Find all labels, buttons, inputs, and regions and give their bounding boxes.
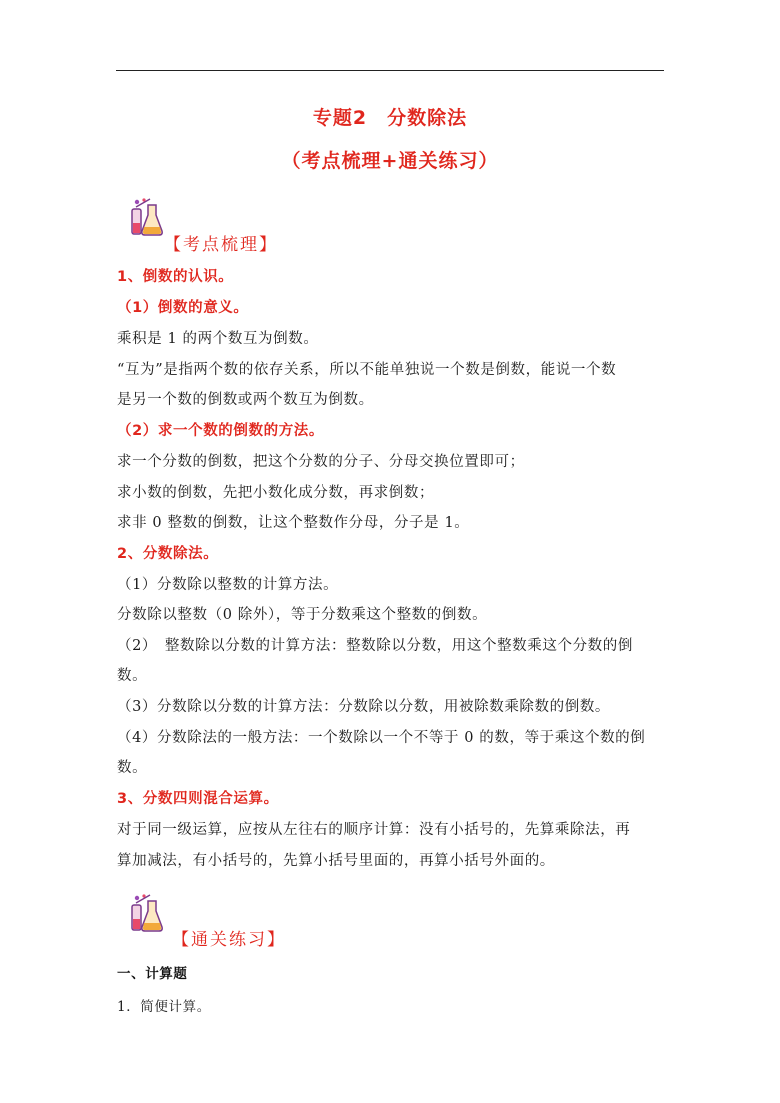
- section-label-key-points: 【考点梳理】: [164, 235, 278, 255]
- paragraph: 是另一个数的倒数或两个数互为倒数。: [117, 392, 374, 408]
- header-rule: [116, 70, 664, 71]
- paragraph: 分数除以整数（0 除外），等于分数乘这个整数的倒数。: [117, 607, 488, 623]
- page-subtitle: （考点梳理+通关练习）: [281, 150, 499, 172]
- heading-2: 2、分数除法。: [117, 546, 219, 562]
- section-label-practice: 【通关练习】: [172, 930, 286, 950]
- paragraph: 数。: [117, 668, 148, 684]
- paragraph: 求一个分数的倒数，把这个分数的分子、分母交换位置即可；: [117, 454, 525, 470]
- paragraph: 求非 0 整数的倒数，让这个整数作分母，分子是 1。: [117, 515, 470, 531]
- page-title: 专题2 分数除法: [312, 107, 468, 129]
- paragraph: （3）分数除以分数的计算方法：分数除以分数，用被除数乘除数的倒数。: [117, 699, 611, 715]
- heading-1: 1、倒数的认识。: [117, 269, 234, 285]
- lab-flask-icon: [130, 893, 164, 933]
- paragraph: 求小数的倒数，先把小数化成分数，再求倒数；: [117, 485, 435, 501]
- paragraph: 数。: [117, 760, 148, 776]
- question-heading: 一、计算题: [117, 966, 188, 982]
- paragraph: （2） 整数除以分数的计算方法：整数除以分数，用这个整数乘这个分数的倒: [117, 638, 633, 654]
- paragraph: 算加减法，有小括号的，先算小括号里面的，再算小括号外面的。: [117, 853, 555, 869]
- question-item: 1．简便计算。: [117, 999, 211, 1015]
- heading-3: 3、分数四则混合运算。: [117, 791, 279, 807]
- paragraph: （4）分数除法的一般方法：一个数除以一个不等于 0 的数，等于乘这个数的倒: [117, 730, 646, 746]
- heading-1-2: （2）求一个数的倒数的方法。: [117, 423, 324, 439]
- paragraph: 对于同一级运算，应按从左往右的顺序计算：没有小括号的，先算乘除法，再: [117, 822, 631, 838]
- paragraph: “互为”是指两个数的依存关系，所以不能单独说一个数是倒数，能说一个数: [117, 362, 617, 378]
- heading-1-1: （1）倒数的意义。: [117, 300, 249, 316]
- paragraph: 乘积是 1 的两个数互为倒数。: [117, 331, 319, 347]
- lab-flask-icon: [130, 197, 164, 237]
- paragraph: （1）分数除以整数的计算方法。: [117, 577, 339, 593]
